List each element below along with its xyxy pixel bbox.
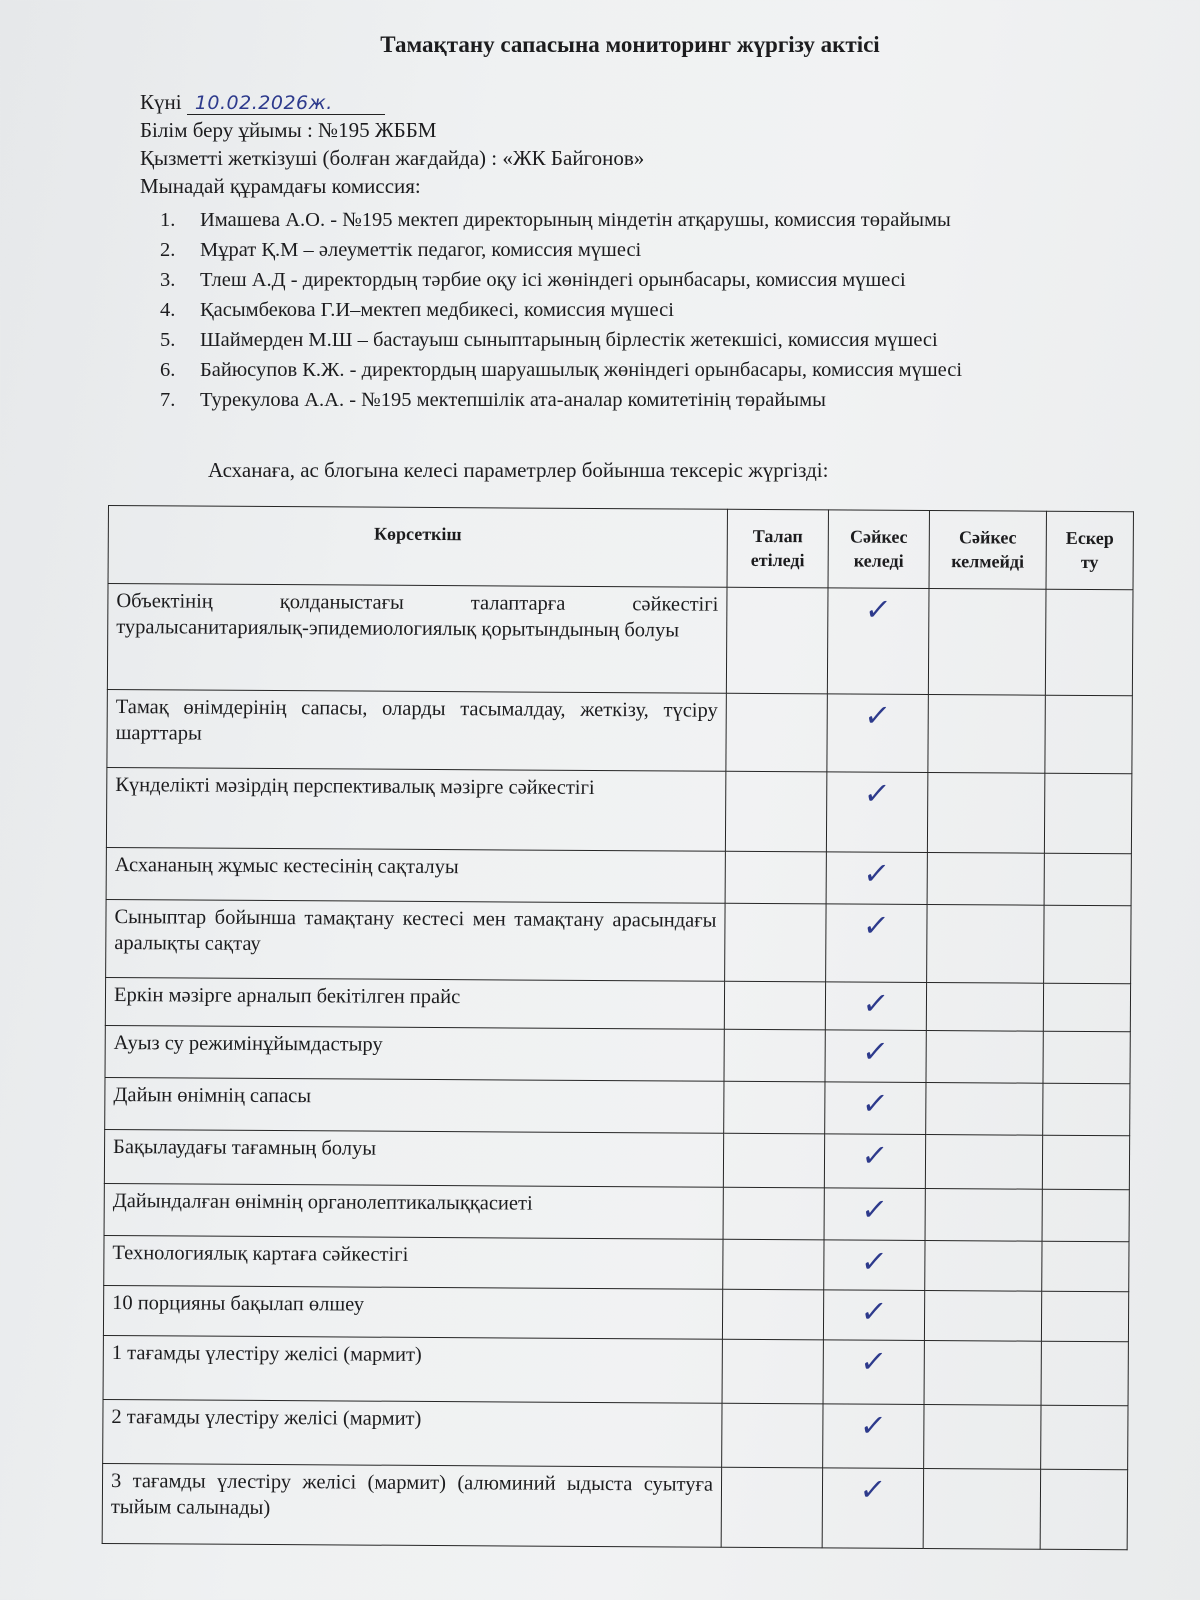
header-note: Ескер ту: [1046, 511, 1133, 590]
compliant-cell: [826, 904, 927, 983]
note-cell: [1044, 905, 1131, 984]
required-cell: [725, 903, 826, 982]
required-cell: [724, 1029, 825, 1082]
indicator-cell: Бақылаудағы тағамның болуы: [104, 1129, 723, 1187]
indicator-cell: Еркін мәзірге арналып бекітілген прайс: [105, 977, 724, 1029]
indicator-cell: Объектінің қолданыстағы талаптарға сәйкестігі туралысанитариялық-эпидемиологиялық қорытындының болуы: [107, 584, 727, 694]
table-row: [105, 977, 1130, 1031]
commission-member: 3. Тлеш А.Д - директордың тәрбие оқу ісі жөніндегі орынбасары, комиссия мүшесі: [160, 269, 906, 291]
commission-member: 4. Қасымбекова Г.И–мектеп медбикесі, комиссия мүшесі: [160, 299, 674, 321]
required-cell: [722, 1403, 823, 1468]
indicator-cell: Дайын өнімнің сапасы: [105, 1077, 724, 1133]
compliant-cell: [823, 1290, 924, 1341]
non-compliant-cell: [927, 773, 1044, 854]
non-compliant-cell: [925, 1189, 1042, 1242]
note-cell: [1044, 773, 1131, 854]
commission-member: 7. Турекулова А.А. - №195 мектепшілік ата-аналар комитетінің төрайымы: [160, 389, 826, 411]
non-compliant-cell: [927, 905, 1044, 984]
table-row: [102, 1463, 1127, 1549]
non-compliant-cell: [926, 983, 1043, 1032]
non-compliant-cell: [926, 1083, 1043, 1136]
compliant-cell: [827, 694, 928, 773]
handwritten-checkmark-icon: ✓: [860, 1034, 891, 1070]
required-cell: [725, 851, 826, 904]
indicator-cell: Сыныптар бойынша тамақтану кестесі мен тамақтану арасындағы аралықты сақтау: [106, 899, 725, 981]
handwritten-checkmark-icon: ✓: [859, 1192, 890, 1228]
table-row: [107, 689, 1132, 773]
document-meta: [140, 88, 644, 200]
date-value: 10.02.2026ж.: [187, 92, 385, 115]
required-cell: [722, 1289, 823, 1340]
table-row: [104, 1235, 1129, 1291]
handwritten-checkmark-icon: ✓: [862, 698, 893, 734]
compliant-cell: [822, 1468, 923, 1549]
indicator-cell: 2 тағамды үлестіру желісі (мармит): [103, 1399, 722, 1467]
handwritten-checkmark-icon: ✓: [863, 592, 894, 628]
required-cell: [724, 981, 825, 1030]
indicator-cell: Ауыз су режимінұйымдастыру: [105, 1025, 724, 1081]
handwritten-checkmark-icon: ✓: [858, 1408, 889, 1444]
table-row: [105, 1025, 1130, 1083]
compliant-cell: [825, 982, 926, 1031]
handwritten-checkmark-icon: ✓: [860, 986, 892, 1022]
indicator-cell: Технологиялық картаға сәйкестігі: [104, 1235, 723, 1289]
table-row: [103, 1335, 1128, 1405]
table-row: [106, 847, 1131, 905]
date-label: Күні: [140, 90, 182, 114]
note-cell: [1042, 1241, 1129, 1292]
header-indicator: Көрсеткіш: [108, 506, 727, 588]
table-row: [103, 1285, 1128, 1341]
organization-line: Білім беру ұйымы : №195 ЖББМ: [140, 118, 437, 142]
required-cell: [726, 587, 828, 694]
table-body: [102, 584, 1133, 1550]
compliant-cell: [825, 1030, 926, 1083]
header-non-compliant: Сәйкес келмейді: [929, 511, 1046, 590]
table-row: [103, 1399, 1128, 1469]
header-required: Талап етіледі: [727, 509, 828, 588]
table-row: [104, 1183, 1129, 1241]
handwritten-checkmark-icon: ✓: [861, 856, 892, 892]
table-row: [105, 1077, 1130, 1135]
handwritten-checkmark-icon: ✓: [861, 908, 892, 944]
header-compliant: Сәйкес келеді: [828, 510, 929, 589]
commission-members-list: [160, 205, 962, 415]
commission-member: 1. Имашева А.О. - №195 мектеп директорының міндетін атқарушы, комиссия төрайымы: [160, 209, 951, 231]
indicator-cell: Күнделікті мәзірдің перспективалық мәзірге сәйкестігі: [106, 767, 725, 851]
non-compliant-cell: [928, 589, 1046, 696]
indicator-cell: 3 тағамды үлестіру желісі (мармит) (алюминий ыдыста суытуға тыйым салынады): [102, 1463, 721, 1547]
compliant-cell: [827, 588, 929, 695]
compliant-cell: [823, 1404, 924, 1469]
table-row: [107, 584, 1133, 696]
indicator-cell: Тамақ өнімдерінің сапасы, оларды тасымалдау, жеткізу, түсіру шарттары: [107, 689, 726, 771]
required-cell: [724, 1081, 825, 1134]
inspection-intro: Асханаға, ас блогына келесі параметрлер бойынша тексеріс жүргізді:: [208, 458, 829, 482]
indicator-cell: Дайындалған өнімнің органолептикалыққасиеті: [104, 1183, 723, 1239]
required-cell: [723, 1187, 824, 1240]
indicator-cell: 1 тағамды үлестіру желісі (мармит): [103, 1335, 722, 1403]
handwritten-checkmark-icon: ✓: [859, 1244, 890, 1280]
handwritten-checkmark-icon: ✓: [857, 1472, 889, 1508]
note-cell: [1041, 1341, 1128, 1406]
note-cell: [1043, 1031, 1130, 1084]
non-compliant-cell: [924, 1341, 1041, 1406]
inspection-checklist-table: [102, 505, 1134, 1550]
required-cell: [721, 1467, 822, 1548]
compliant-cell: [825, 1082, 926, 1135]
handwritten-checkmark-icon: ✓: [860, 1086, 891, 1122]
note-cell: [1043, 983, 1130, 1032]
compliant-cell: [823, 1340, 924, 1405]
compliant-cell: [826, 772, 927, 853]
required-cell: [722, 1339, 823, 1404]
note-cell: [1045, 695, 1132, 774]
note-cell: [1041, 1405, 1128, 1470]
compliant-cell: [824, 1240, 925, 1291]
handwritten-checkmark-icon: ✓: [859, 1138, 891, 1174]
non-compliant-cell: [923, 1469, 1040, 1550]
note-cell: [1041, 1291, 1128, 1342]
note-cell: [1042, 1135, 1129, 1190]
commission-member: 2. Мұрат Қ.М – әлеуметтік педагог, комиссия мүшесі: [160, 239, 642, 261]
required-cell: [723, 1133, 824, 1188]
indicator-cell: 10 порцияны бақылап өлшеу: [103, 1285, 722, 1339]
required-cell: [725, 771, 826, 852]
commission-member: 6. Байюсупов К.Ж. - директордың шаруашылық жөніндегі орынбасары, комиссия мүшесі: [160, 359, 963, 381]
compliant-cell: [824, 1134, 925, 1189]
handwritten-checkmark-icon: ✓: [858, 1294, 890, 1330]
non-compliant-cell: [925, 1241, 1042, 1292]
non-compliant-cell: [925, 1135, 1042, 1190]
commission-label: Мынадай құрамдағы комиссия:: [140, 174, 421, 198]
note-cell: [1044, 853, 1131, 906]
table-header-row: [108, 506, 1133, 590]
table-row: [106, 899, 1131, 983]
note-cell: [1043, 1083, 1130, 1136]
compliant-cell: [826, 852, 927, 905]
note-cell: [1040, 1469, 1127, 1550]
required-cell: [726, 693, 827, 772]
supplier-line: Қызметті жеткізуші (болған жағдайда) : «ЖК Байгонов»: [140, 146, 645, 170]
indicator-cell: Асхананың жұмыс кестесінің сақталуы: [106, 847, 725, 903]
commission-member: 5. Шаймерден М.Ш – бастауыш сыныптарының бірлестік жетекшісі, комиссия мүшесі: [160, 329, 938, 351]
non-compliant-cell: [924, 1291, 1041, 1342]
document-title: Тамақтану сапасына мониторинг жүргізу актісі: [380, 32, 880, 57]
non-compliant-cell: [924, 1405, 1041, 1470]
required-cell: [723, 1239, 824, 1290]
note-cell: [1045, 589, 1133, 696]
handwritten-checkmark-icon: ✓: [858, 1344, 889, 1380]
table-row: [106, 767, 1131, 853]
non-compliant-cell: [928, 695, 1045, 774]
non-compliant-cell: [926, 1031, 1043, 1084]
handwritten-checkmark-icon: ✓: [862, 776, 893, 812]
date-line: [140, 88, 644, 116]
compliant-cell: [824, 1188, 925, 1241]
non-compliant-cell: [927, 853, 1044, 906]
table-row: [104, 1129, 1129, 1189]
note-cell: [1042, 1189, 1129, 1242]
